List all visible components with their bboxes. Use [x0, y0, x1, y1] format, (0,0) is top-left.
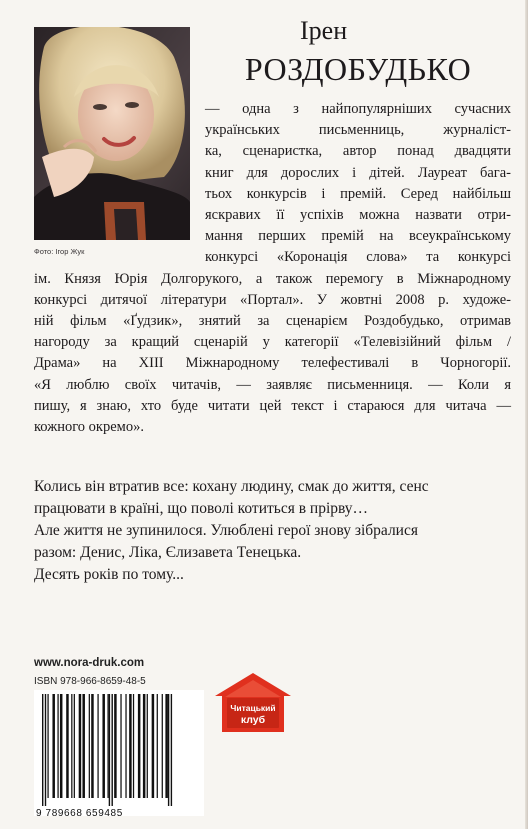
blurb-line: Колись він втратив все: кохану людину, смак до життя, сенс	[34, 478, 429, 495]
author-first-name: Ірен	[300, 16, 348, 45]
author-last-name: РОЗДОБУДЬКО	[244, 51, 472, 87]
bio-line: пишу, я знаю, хто буде читати цей текст і стараюся для читача —	[34, 397, 511, 414]
bio-line: українських письменниць, журналіст-	[205, 122, 511, 139]
bio-line: — одна з найпопулярніших сучасних	[205, 101, 511, 117]
club-logo-line1: Читацький	[230, 703, 276, 713]
bio-line: нагороду за кращий сценарій у категорії «Телевізійний фільм /	[34, 334, 511, 351]
bio-line: конкурсі «Коронація слова» та конкурсі	[205, 249, 511, 266]
author-photo	[34, 27, 190, 240]
blurb-line: Але життя не зупинилося. Улюблені герої знову зібралися	[34, 522, 418, 539]
club-logo-line2: клуб	[240, 714, 266, 726]
reading-club-logo	[211, 670, 295, 738]
author-bio-bottom	[34, 269, 511, 439]
bio-line: конкурсі дитячої літератури «Портал». У жовтні 2008 р. художе-	[34, 291, 511, 308]
bio-line: кожного окремо».	[34, 418, 144, 435]
publisher-website[interactable]: www.nora-druk.com	[34, 657, 145, 669]
author-portrait-image	[34, 27, 190, 240]
author-bio-top	[205, 99, 511, 269]
bio-line: ка, сценаристка, автор понад двадцяти	[205, 143, 511, 160]
bio-line: книг для дорослих і дітей. Лауреат бага-	[205, 164, 511, 181]
barcode	[34, 690, 204, 816]
blurb-line: працювати в країні, що поволі котиться в прірву…	[34, 500, 369, 517]
isbn: ISBN 978-966-8659-48-5	[34, 676, 146, 687]
barcode-bars	[34, 690, 204, 808]
photo-caption: Фото: Ігор Жук	[34, 247, 85, 256]
bio-line: ім. Князя Юрія Долгорукого, а також перемогу в Міжнародному	[34, 270, 511, 287]
book-blurb	[34, 476, 504, 586]
bio-line: мання перших премій на всеукраїнському	[205, 228, 511, 245]
bio-line: ній фільм «Ґудзик», знятий за сценарієм Роздобудько, отримав	[34, 312, 511, 329]
blurb-line: разом: Денис, Ліка, Єлизавета Тенецька.	[34, 544, 302, 561]
bio-line: Драма» на XIII Міжнародному телефестивалі в Чорногорії.	[34, 355, 511, 372]
blurb-line: Десять років по тому...	[34, 566, 184, 583]
barcode-number: 9 789668 659485	[36, 808, 123, 819]
house-icon	[211, 670, 295, 738]
bio-line: «Я люблю своїх читачів, — заявляє письменниця. — Коли я	[34, 376, 511, 393]
bio-line: тьох конкурсів і премій. Серед найбільш	[205, 185, 511, 202]
bio-line: яскравих її успіхів можна назвати отри-	[205, 206, 511, 223]
